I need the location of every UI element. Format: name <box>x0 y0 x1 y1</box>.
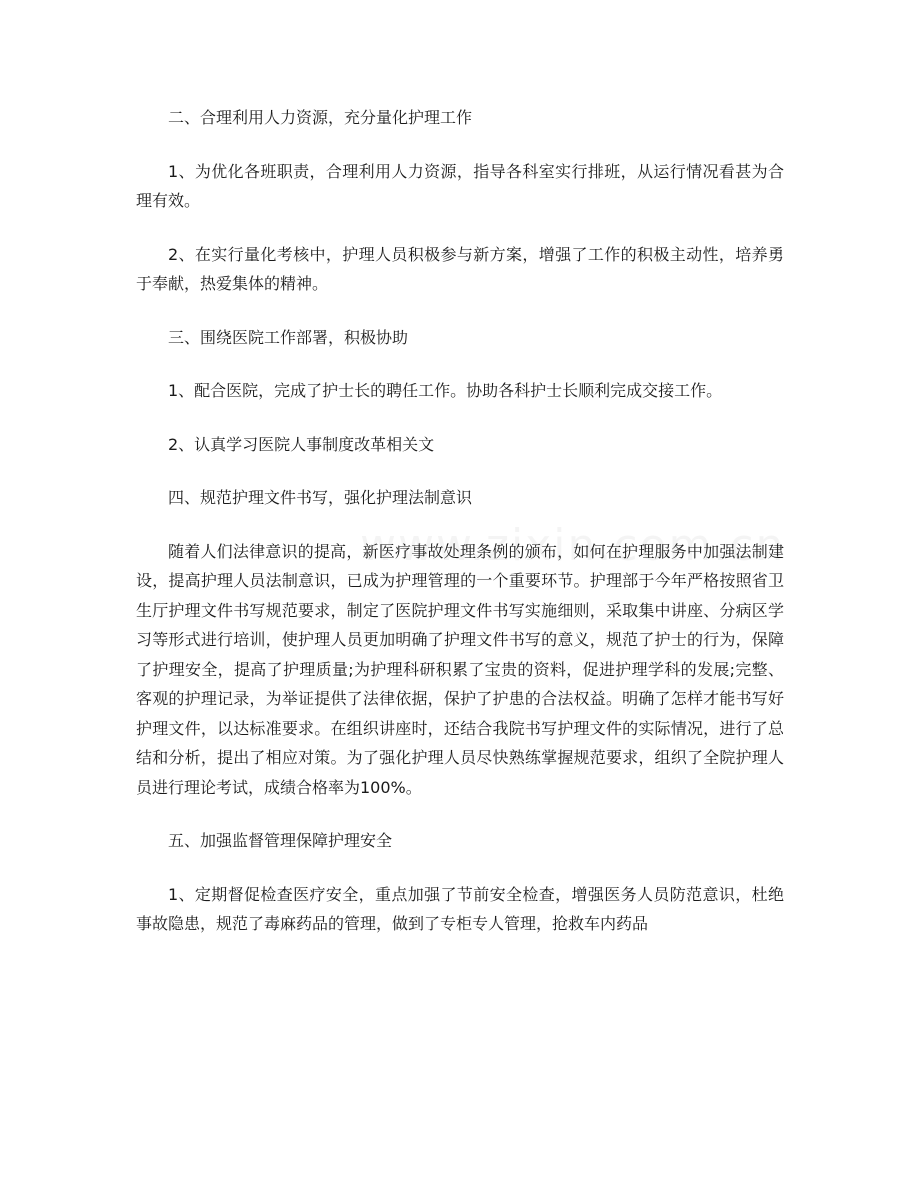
paragraph-2-1: 1、为优化各班职责，合理利用人力资源，指导各科室实行排班，从运行情况看甚为合理有效。 <box>136 161 784 210</box>
paragraph-3-2: 2、认真学习医院人事制度改革相关文 <box>168 434 435 454</box>
section-heading-5: 五、加强监督管理保障护理安全 <box>168 831 393 850</box>
section-heading-4: 四、规范护理文件书写，强化护理法制意识 <box>168 488 473 507</box>
paragraph-2-2: 2、在实行量化考核中，护理人员积极参与新方案，增强了工作的积极主动性，培养勇于奉献，热爱集体的精神。 <box>136 244 784 293</box>
paragraph-4-body: 随着人们法律意识的提高，新医疗事故处理条例的颁布，如何在护理服务中加强法制建设，提高护理人员法制意识，已成为护理管理的一个重要环节。护理部于今年严格按照省卫生厅护理文件书写规范要求，制定了医院护理文件书写实施细则，采取集中讲座、分病区学习等形式进行培训，使护理人员更加明确了护理文件书写的意义，规范了护士的行为，保障了护理安全，提高了护理质量;为护理科研积累了宝贵的资料，促进护理学科的发展;完整、客观的护理记录，为举证提供了法律依据，保护了护患的合法权益。明确了怎样才能书写好护理文件，以达标准要求。在组织讲座时，还结合我院书写护理文件的实际情况，进行了总结和分析，提出了相应对策。为了强化护理人员尽快熟练掌握规范要求，组织了全院护理人员进行理论考试，成绩合格率为100%。 <box>136 541 784 797</box>
paragraph-3-1: 1、配合医院，完成了护士长的聘任工作。协助各科护士长顺利完成交接工作。 <box>168 381 723 400</box>
paragraph-5-1: 1、定期督促检查医疗安全，重点加强了节前安全检查，增强医务人员防范意识，杜绝事故隐患，规范了毒麻药品的管理，做到了专柜专人管理，抢救车内药品 <box>136 884 784 933</box>
document-body <box>136 103 784 939</box>
section-heading-3: 三、围绕医院工作部署，积极协助 <box>168 327 409 347</box>
section-heading-2: 二、合理利用人力资源，充分量化护理工作 <box>168 108 473 127</box>
